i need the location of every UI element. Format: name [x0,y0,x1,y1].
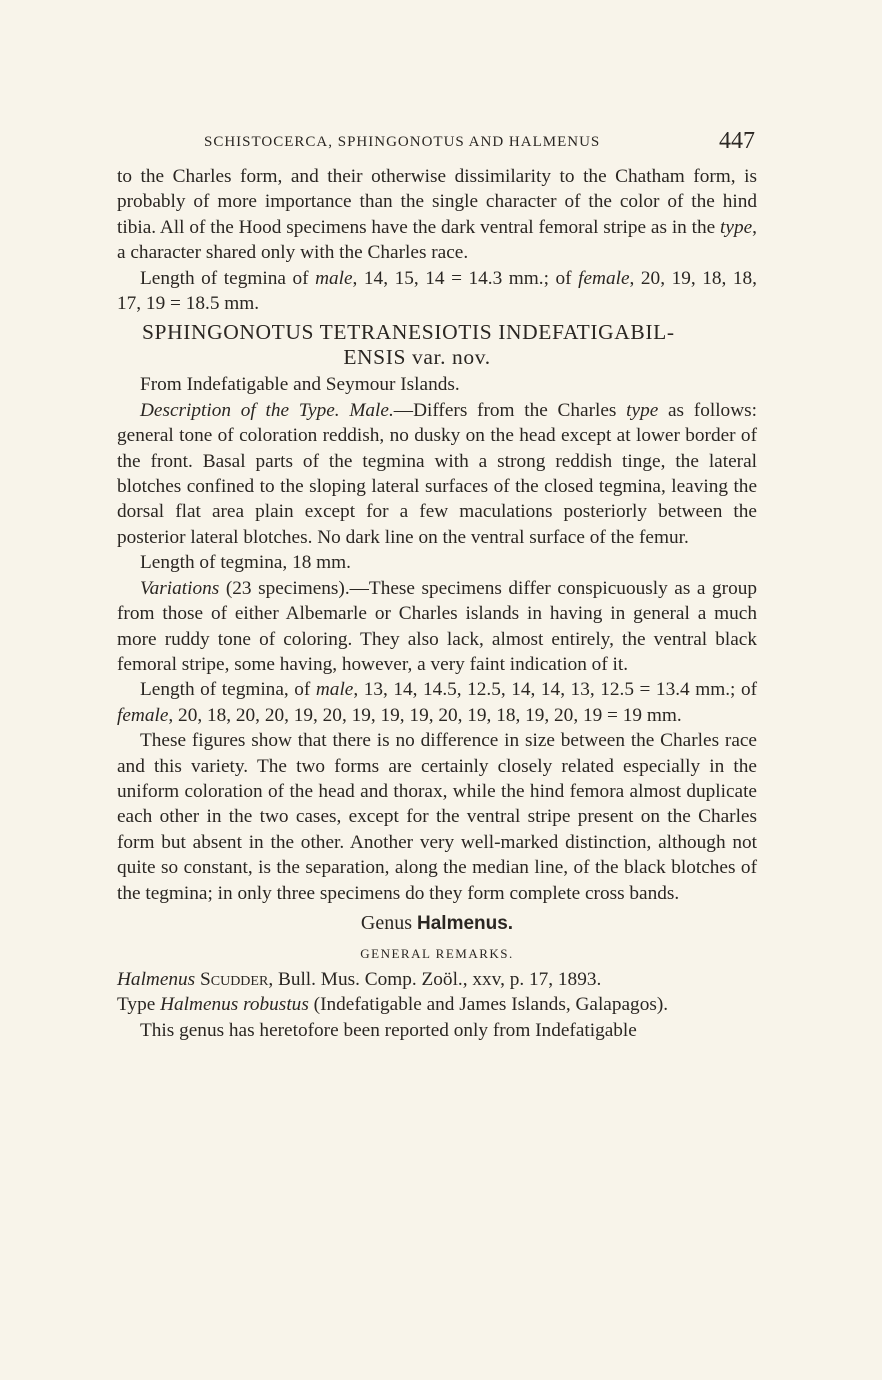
species-heading-line1: SPHINGONOTUS TETRANESIOTIS INDEFATIGABIL- [142,320,675,345]
paragraph-variation-measurements [117,677,757,728]
text-run: Type [117,994,161,1016]
paragraph-comparison: These figures show that there is no difference in size between the Charles race and this variety. The two forms are certainly closely related especially in the uniform coloration of the head and thorax, while the hind femora almost duplicate each other in the two cases, except for the ventral stripe present on the Charles form but absent in the other. Another very well-marked distinction, although not quite so constant, is the separation, along the median line, of the black blotches of the tegmina; in only three specimens do they form complete cross bands. [117,730,757,904]
italic-female: female [578,267,630,289]
genus-heading [117,908,757,939]
text-run: , a character shared only with the Charles race. [117,216,757,264]
italic-species: Halmenus robustus [160,994,309,1016]
genus-heading-name: Halmenus. [417,912,514,934]
paragraph-hood-remarks [117,164,757,266]
italic-female: female [117,704,169,726]
running-head [117,128,757,164]
text-run: to the Charles form, and their otherwise dissimilarity to the Chatham form, is probably of more importance than the single character of the color of the hind tibia. All of the Hood specimens have the dark ventral femoral stripe as in the [117,166,757,238]
species-heading [117,320,757,370]
text-run: , 14, 15, 14 = 14.3 mm.; of [352,267,579,289]
page-number: 447 [719,128,755,154]
italic-male: male [315,679,354,701]
genus-citation [117,967,757,992]
page [117,128,757,1043]
text-run: as follows: general tone of coloration reddish, no dusky on the head except at lower border of the front. Basal parts of the tegmina with a strong reddish tinge, the lateral blotches confined to the sloping lateral surfaces of the closed tegmina, leaving the dorsal flat area plain except for a few maculations posteriorly between the posterior lateral blotches. No dark line on the ventral surface of the femur. [117,399,757,548]
section-heading-general-remarks: GENERAL REMARKS. [360,945,514,961]
text-run [340,400,350,421]
citation-author: Scudder [195,968,269,990]
italic-genus: Halmenus [117,968,196,990]
text-run: , 13, 14, 14.5, 12.5, 14, 14, 13, 12.5 = 13.4 mm.; of [353,679,758,701]
italic-variations: Variations [140,577,220,599]
paragraph-genus-range: This genus has heretofore been reported only from Indefatigable [140,1019,637,1041]
genus-heading-prefix: Genus [360,911,417,934]
text-run: —Differs from the Charles [393,399,627,421]
species-heading-line2: ENSIS var. nov. [343,345,491,370]
citation-reference: , Bull. Mus. Comp. Zoöl., xxv, p. 17, 1893. [268,968,602,990]
text-run: Length of tegmina, of [140,679,316,701]
body-text [117,164,757,1043]
text-run: , 20, 19, 18, 18, 17, 19 = 18.5 mm. [117,267,757,315]
text-run: (Indefatigable and James Islands, Galapagos). [308,994,669,1016]
paragraph-type-length: Length of tegmina, 18 mm. [140,552,351,574]
text-run: (23 specimens).—These specimens differ conspicuously as a group from those of either Albemarle or Charles islands in having in general a much more ruddy tone of coloring. They also lack, almost entirely, the ventral black femoral stripe, some having, however, a very faint indication of it. [117,577,757,675]
running-head-title: SCHISTOCERCA, SPHINGONOTUS AND HALMENUS [204,134,601,150]
italic-type: type [720,216,753,238]
paragraph-locality: From Indefatigable and Seymour Islands. [140,374,460,396]
paragraph-genus-type [117,992,757,1017]
text-run: Length of tegmina of [140,267,316,289]
paragraph-hood-measurements [117,266,757,317]
italic-type: type [626,399,659,421]
italic-description-heading: Description of the Type. [140,399,340,421]
italic-male: Male. [349,399,394,421]
paragraph-type-description [117,398,757,550]
italic-male: male [315,267,353,289]
text-run: , 20, 18, 20, 20, 19, 20, 19, 19, 19, 20, 19, 18, 19, 20, 19 = 19 mm. [168,704,682,726]
paragraph-variations [117,576,757,678]
